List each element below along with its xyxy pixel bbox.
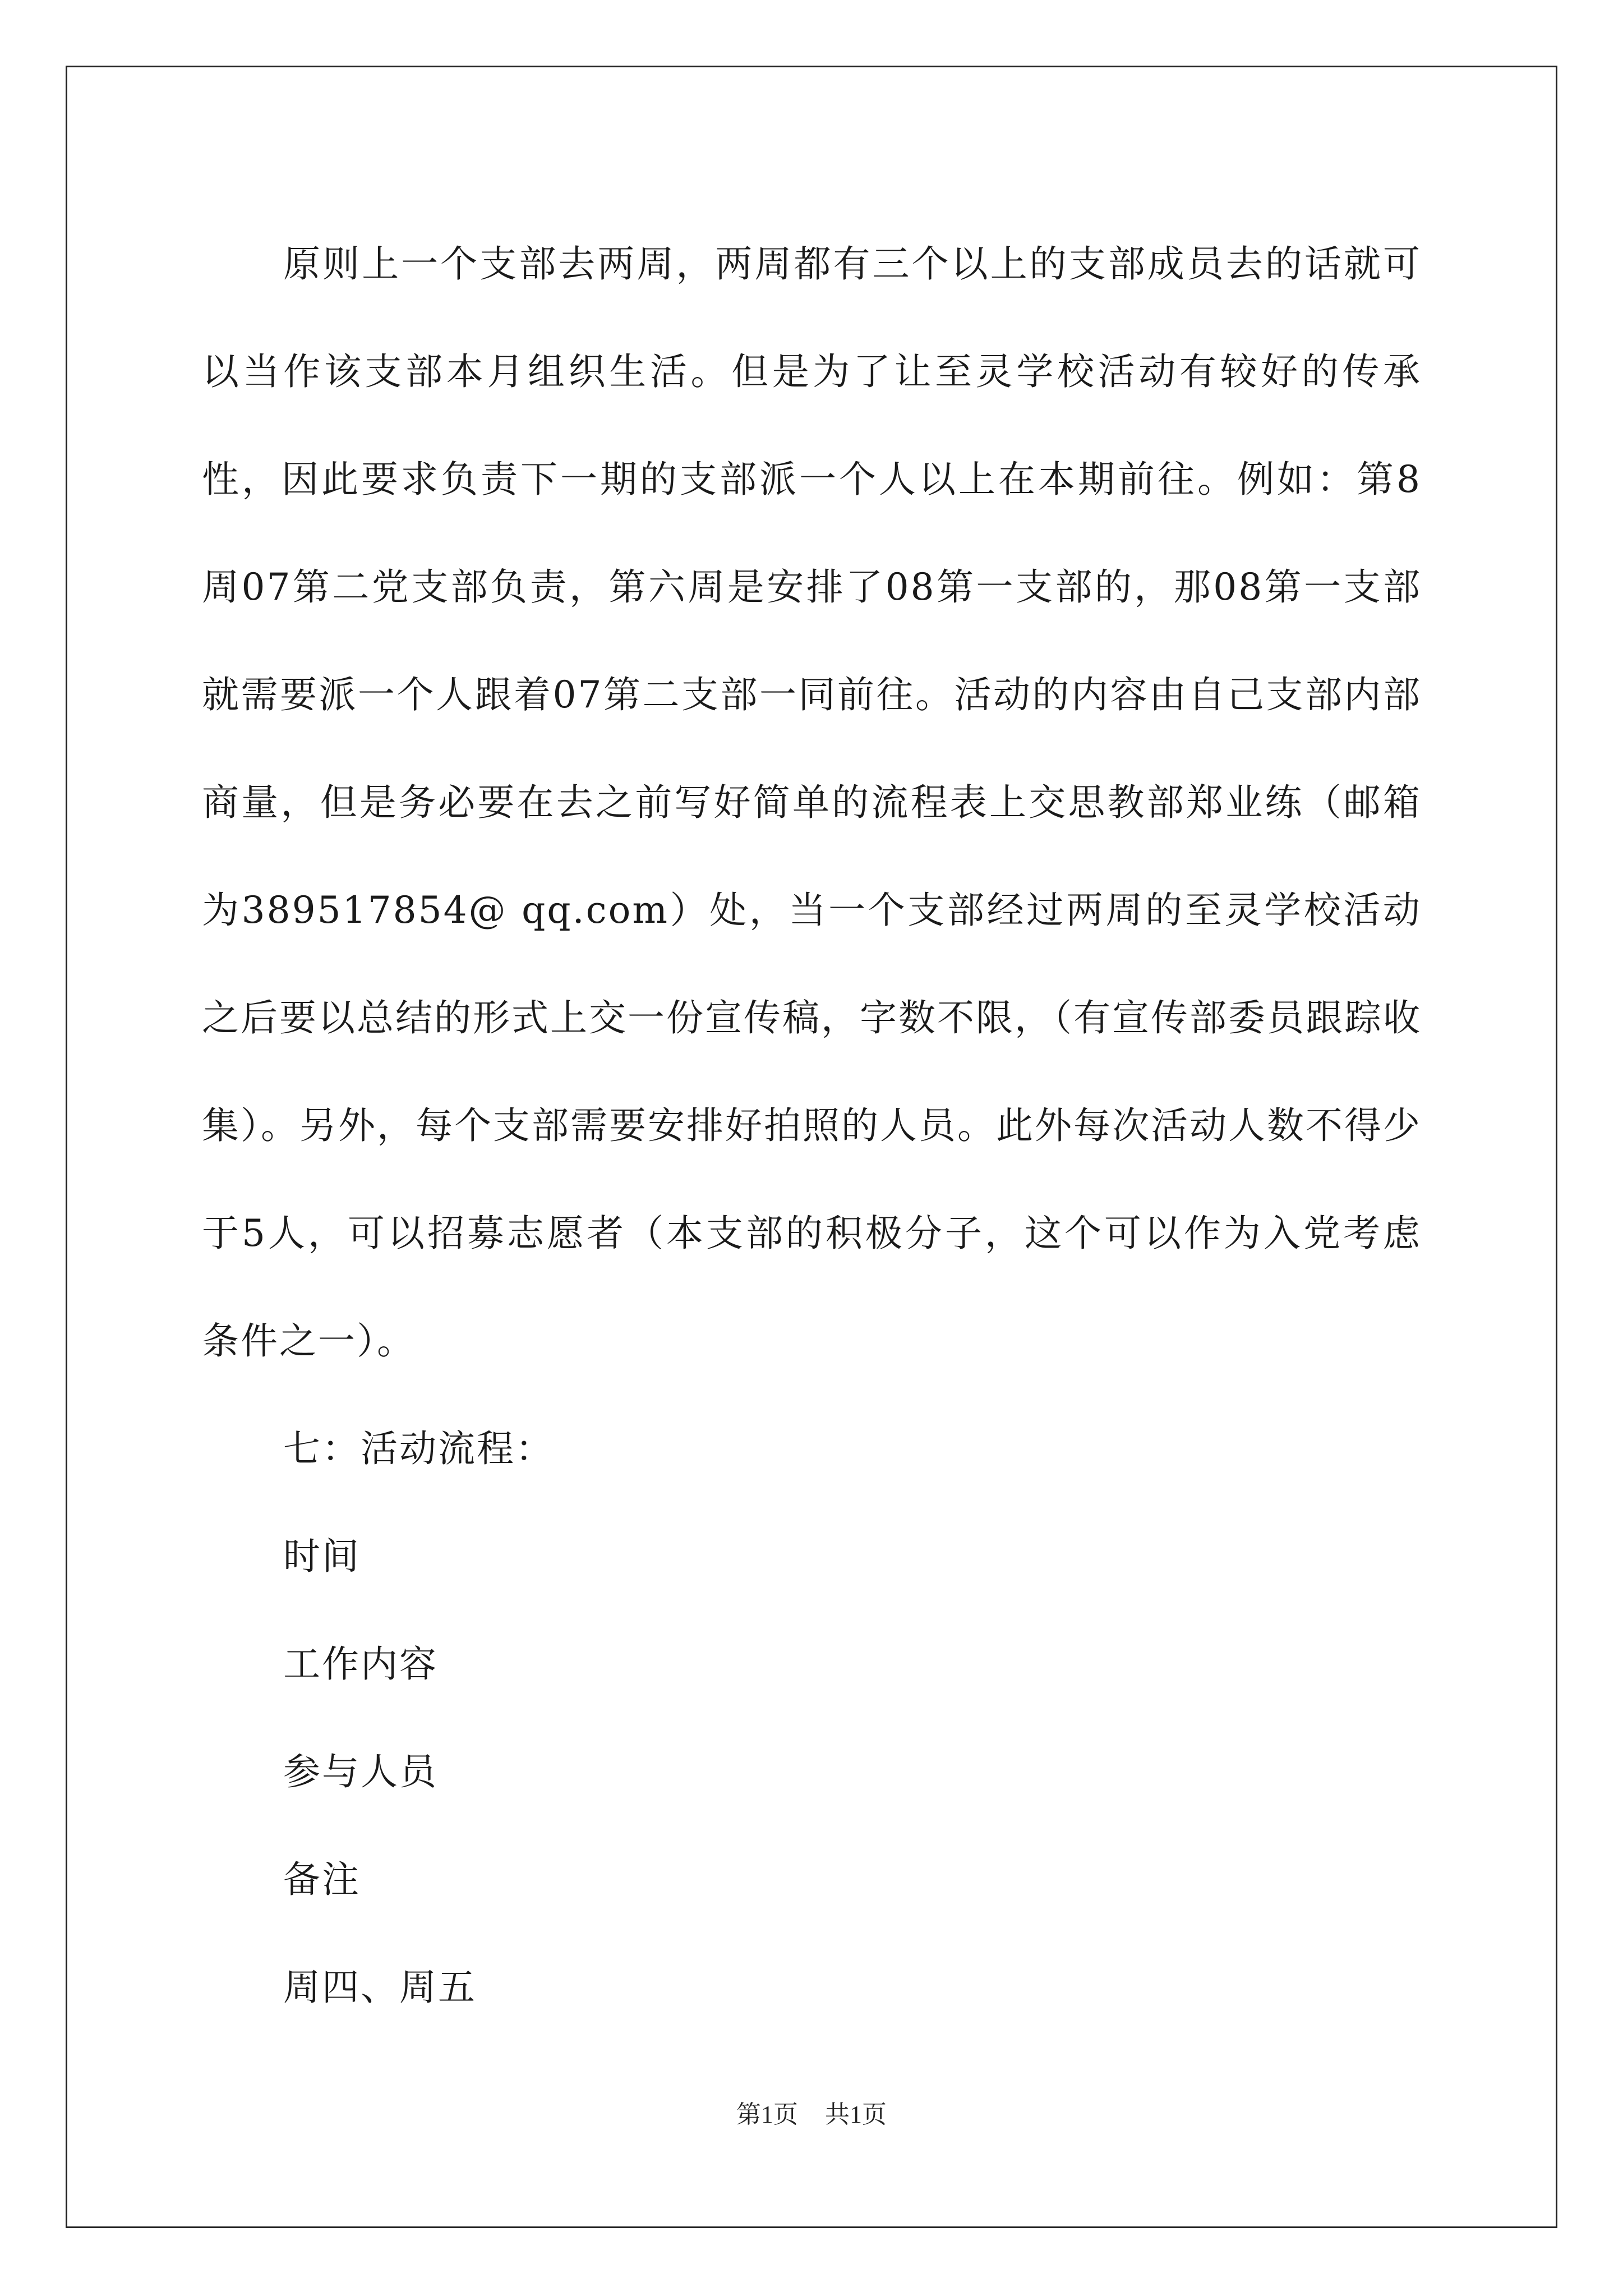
page-footer xyxy=(0,2098,1623,2132)
document-body xyxy=(202,210,1422,2041)
page-total: 共1页 xyxy=(825,2101,887,2128)
list-item-work-content: 工作内容 xyxy=(283,1642,438,1686)
list-item-days: 周四、周五 xyxy=(283,1966,477,2009)
list-item-notes: 备注 xyxy=(283,1858,361,1901)
body-paragraph: 原则上一个支部去两周，两周都有三个以上的支部成员去的话就可以当作该支部本月组织生活。但是为了让至灵学校活动有较好的传承性，因此要求负责下一期的支部派一个人以上在本期前往。例如：第8周07第二党支部负责，第六周是安排了08第一支部的，那08第一支部就需要派一个人跟着07第二支部一同前往。活动的内容由自己支部内部商量，但是务必要在去之前写好简单的流程表上交思教部郑业练（邮箱为389517854@ qq.com）处，当一个支部经过两周的至灵学校活动之后要以总结的形式上交一份宣传稿，字数不限，（有宣传部委员跟踪收集）。另外，每个支部需要安排好拍照的人员。此外每次活动人数不得少于5人，可以招募志愿者（本支部的积极分子，这个可以作为入党考虑条件之一）。 xyxy=(202,242,1422,1363)
list-item-participants: 参与人员 xyxy=(283,1750,438,1793)
section-heading: 七：活动流程： xyxy=(283,1427,554,1470)
page-number: 第1页 xyxy=(736,2101,798,2128)
list-item-time: 时间 xyxy=(283,1535,361,1578)
